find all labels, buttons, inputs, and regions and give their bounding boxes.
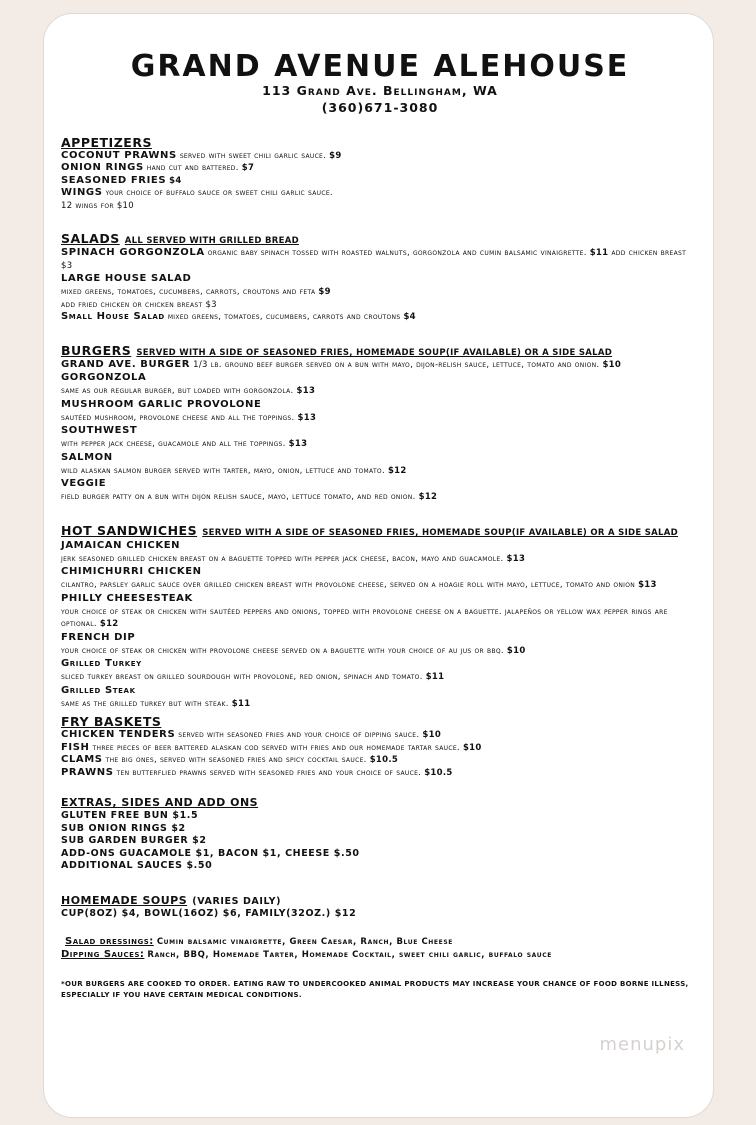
item-price: $4 xyxy=(403,312,416,323)
extras-line: SUB ONION RINGS $2 xyxy=(61,822,186,834)
menu-item xyxy=(61,491,699,504)
menu-item xyxy=(61,645,699,658)
item-desc: same as the grilled turkey but with steak. xyxy=(61,698,229,709)
menu-item xyxy=(61,438,699,451)
section-header xyxy=(61,889,699,908)
item-price: $13 xyxy=(638,580,657,591)
item-desc: organic baby spinach tossed with roasted walnuts, gorgonzola and cumin balsamic vinaigrette. xyxy=(207,248,587,259)
menu-item xyxy=(61,311,699,324)
item-price: $12 xyxy=(387,465,407,476)
menu-item xyxy=(61,247,699,272)
section-header xyxy=(61,520,699,539)
section-fry-baskets xyxy=(61,714,699,779)
item-name: CLAMS xyxy=(61,754,103,766)
item-desc: mixed greens, tomatoes, cucumbers, carrots and croutons xyxy=(167,312,401,323)
item-name: PRAWNS xyxy=(61,766,114,778)
item-name: CHIMICHURRI CHICKEN xyxy=(61,566,202,578)
item-name: WINGS xyxy=(61,187,103,199)
item-price: $13 xyxy=(506,553,526,564)
item-name: MUSHROOM GARLIC PROVOLONE xyxy=(61,398,262,410)
sauces-block xyxy=(61,936,699,961)
item-name: GORGONZOLA xyxy=(61,372,147,384)
item-name: VEGGIE xyxy=(61,478,107,490)
item-desc: served with sweet chili garlic sauce. xyxy=(179,150,327,161)
item-price: $10.5 xyxy=(424,767,453,778)
item-price: $10 xyxy=(462,742,482,753)
menu-item xyxy=(61,385,699,398)
item-price: $11 xyxy=(589,248,609,259)
restaurant-address: 113 Grand Ave. Bellingham, WA xyxy=(262,83,498,98)
menu-item xyxy=(61,465,699,478)
item-price: $10 xyxy=(506,645,526,656)
menu-item xyxy=(61,553,699,566)
item-name: ONION RINGS xyxy=(61,162,144,174)
menu-page xyxy=(44,14,713,1117)
item-desc: with pepper jack cheese, guacamole and all the toppings. xyxy=(61,439,286,450)
item-desc: field burger patty on a bun with dijon relish sauce, mayo, lettuce tomato, and red onion. xyxy=(61,492,416,503)
item-desc: the big ones, served with seasoned fries and spicy cocktail sauce. xyxy=(105,755,367,766)
disclaimer: *OUR BURGERS ARE COOKED TO ORDER. EATING RAW TO UNDERCOOKED ANIMAL PRODUCTS MAY INCREASE YOUR CHANCE OF FOOD BORNE ILLNESS, ESPECIALLY IF YOU HAVE CERTAIN MEDICAL CONDITIONS. xyxy=(61,980,689,1000)
item-desc: your choice of buffalo sauce or sweet chili garlic sauce. xyxy=(105,188,333,199)
section-heading: HOT SANDWICHES xyxy=(61,522,198,538)
item-desc: hand cut and battered. xyxy=(146,163,239,174)
item-price: $10 xyxy=(422,730,442,741)
menu-item xyxy=(61,729,699,742)
salad-dressings xyxy=(61,936,699,949)
item-name: SEASONED FRIES xyxy=(61,174,167,186)
item-desc: ten butterflied prawns served with seasoned fries and your choice of sauce. xyxy=(116,767,422,778)
section-note: SERVED WITH A SIDE OF SEASONED FRIES, HOMEMADE SOUP(IF AVAILABLE) OR A SIDE SALAD xyxy=(136,347,613,358)
menu-item xyxy=(61,162,699,175)
menu-item xyxy=(61,742,699,755)
dressings-list: Cumin balsamic vinaigrette, Green Caesar, Ranch, Blue Cheese xyxy=(156,937,453,948)
menu-item xyxy=(61,579,699,592)
soup-sizes: CUP(8OZ) $4, BOWL(16OZ) $6, FAMILY(32OZ.) $12 xyxy=(61,907,357,919)
restaurant-name: GRAND AVENUE ALEHOUSE xyxy=(130,49,630,84)
item-desc: wild alaskan salmon burger served with tarter, mayo, onion, lettuce and tomato. xyxy=(61,465,385,476)
menu-item xyxy=(61,412,699,425)
item-price: $13 xyxy=(297,412,317,423)
dipping-sauces xyxy=(61,949,699,962)
wings-note: 12 wings for $10 xyxy=(61,200,134,211)
item-name: Small House Salad xyxy=(61,311,165,323)
item-desc: your choice of steak or chicken with sautéed peppers and onions, topped with provolone cheese on a baguette. jalapeños or yellow wax pepper rings are optional. xyxy=(61,606,668,630)
item-name: FRENCH DIP xyxy=(61,631,136,643)
watermark: menupix xyxy=(599,1034,685,1055)
section-sandwiches xyxy=(61,520,699,711)
item-desc: mixed greens, tomatoes, cucumbers, carrots, croutons and feta xyxy=(61,287,316,298)
item-name: JAMAICAN CHICKEN xyxy=(61,539,181,551)
item-price: $9 xyxy=(318,287,331,298)
section-note: (VARIES DAILY) xyxy=(192,895,282,907)
section-heading: APPETIZERS xyxy=(61,134,152,150)
section-note: SERVED WITH A SIDE OF SEASONED FRIES, HOMEMADE SOUP(IF AVAILABLE) OR A SIDE SALAD xyxy=(202,527,679,538)
menu-item xyxy=(61,187,699,200)
item-name: FISH xyxy=(61,741,90,753)
section-heading: HOMEMADE SOUPS xyxy=(61,893,188,907)
item-price: $13 xyxy=(296,386,316,397)
item-name: Grilled Steak xyxy=(61,684,136,696)
item-desc: sautéed mushroom, provolone cheese and all the toppings. xyxy=(61,412,295,423)
dipping-label: Dipping Sauces: xyxy=(61,948,145,960)
item-desc: jerk seasoned grilled chicken breast on a baguette topped with pepper jack cheese, bacon, mayo and guacamole. xyxy=(61,553,504,564)
menu-item xyxy=(61,698,699,711)
item-price: $12 xyxy=(418,492,438,503)
item-desc: same as our regular burger, but loaded with gorgonzola. xyxy=(61,386,294,397)
item-desc: your choice of steak or chicken with provolone cheese served on a baguette with your choice of au jus or bbq. xyxy=(61,645,504,656)
item-name: CHICKEN TENDERS xyxy=(61,729,176,741)
section-extras xyxy=(61,795,699,873)
item-name: Grilled Turkey xyxy=(61,658,142,670)
item-price: $11 xyxy=(231,698,251,709)
menu-item xyxy=(61,754,699,767)
section-burgers xyxy=(61,340,699,504)
section-heading: FRY BASKETS xyxy=(61,714,162,730)
menu-item xyxy=(61,767,699,780)
section-salads xyxy=(61,228,699,324)
section-note: ALL SERVED WITH GRILLED BREAD xyxy=(124,236,299,247)
extras-line: SUB GARDEN BURGER $2 xyxy=(61,835,207,847)
section-header xyxy=(61,228,699,247)
dressings-label: Salad dressings: xyxy=(65,936,154,948)
item-price: $10.5 xyxy=(369,755,399,766)
section-heading: BURGERS xyxy=(61,342,132,358)
item-extra: add fried chicken or chicken breast $3 xyxy=(61,299,217,310)
item-desc: sliced turkey breast on grilled sourdough with provolone, red onion, spinach and tomato. xyxy=(61,672,423,683)
item-name: COCONUT PRAWNS xyxy=(61,149,177,161)
item-name: SOUTHWEST xyxy=(61,425,138,437)
item-name: SPINACH GORGONZOLA xyxy=(61,247,205,259)
item-extra: add chicken breast $3 xyxy=(61,248,687,271)
item-price: $11 xyxy=(425,672,445,683)
section-header xyxy=(61,340,699,359)
restaurant-phone: (360)671-3080 xyxy=(321,99,439,115)
item-price: $7 xyxy=(241,163,255,174)
item-name: LARGE HOUSE SALAD xyxy=(61,273,192,285)
menu-item xyxy=(61,671,699,684)
menu-item xyxy=(61,150,699,163)
section-heading: SALADS xyxy=(61,231,120,247)
menu-item xyxy=(61,606,699,631)
menu-item xyxy=(61,286,699,299)
item-name: PHILLY CHEESESTEAK xyxy=(61,592,193,604)
item-desc: served with seasoned fries and your choice of dipping sauce. xyxy=(178,730,420,741)
item-desc: three pieces of beer battered alaskan cod served with fries and our homemade tartar sauce. xyxy=(92,742,460,753)
extras-line: ADDITIONAL SAUCES $.50 xyxy=(61,860,213,872)
item-price: $10 xyxy=(602,359,622,370)
item-desc: cilantro, parsley garlic sauce over grilled chicken breast with provolone cheese, served on a hoagie roll with mayo, lettuce, tomato and onion xyxy=(61,580,636,591)
item-price: $13 xyxy=(288,439,308,450)
menu-content xyxy=(61,50,699,1001)
item-name: GRAND AVE. BURGER xyxy=(61,358,191,370)
dipping-list: Ranch, BBQ, Homemade Tarter, Homemade Cocktail, sweet chili garlic, buffalo sauce xyxy=(147,949,552,960)
menu-item xyxy=(61,175,699,188)
item-price: $12 xyxy=(99,619,119,630)
section-heading: EXTRAS, SIDES AND ADD ONS xyxy=(61,796,259,810)
item-desc: 1/3 lb. ground beef burger served on a bun with mayo, dijon-relish sauce, lettuce, tomato and onion. xyxy=(193,359,600,370)
section-soups xyxy=(61,889,699,921)
item-price: $9 xyxy=(329,150,342,161)
extras-line: GLUTEN FREE BUN $1.5 xyxy=(61,810,199,822)
extras-line: ADD-ONS GUACAMOLE $1, BACON $1, CHEESE $.50 xyxy=(61,847,360,859)
item-name: SALMON xyxy=(61,451,113,463)
section-appetizers xyxy=(61,135,699,213)
menu-item xyxy=(61,359,699,372)
item-price: $4 xyxy=(169,175,182,186)
